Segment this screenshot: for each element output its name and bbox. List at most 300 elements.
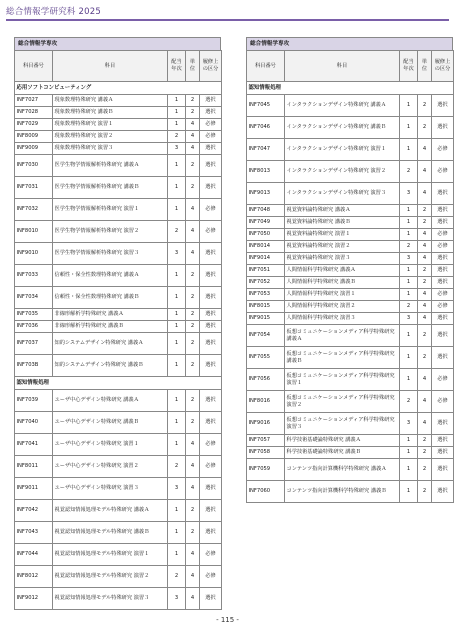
course-requirement: 選択 bbox=[200, 412, 222, 434]
course-code: INF9013 bbox=[247, 183, 285, 205]
course-requirement: 必修 bbox=[432, 139, 454, 161]
course-code: INF9009 bbox=[15, 143, 53, 155]
table-row bbox=[15, 333, 222, 355]
course-requirement: 必修 bbox=[200, 456, 222, 478]
col-header-credits: 単位 bbox=[418, 51, 432, 82]
course-requirement: 選択 bbox=[200, 588, 222, 610]
course-year: 1 bbox=[400, 217, 418, 229]
course-name: ユーザ中心デザイン特殊研究 講義Ａ bbox=[53, 390, 168, 412]
course-name: ユーザ中心デザイン特殊研究 演習１ bbox=[53, 434, 168, 456]
course-code: INF7057 bbox=[247, 435, 285, 447]
table-row bbox=[15, 434, 222, 456]
course-year: 1 bbox=[400, 347, 418, 369]
course-year: 1 bbox=[168, 287, 186, 309]
course-year: 1 bbox=[168, 355, 186, 377]
course-credits: 2 bbox=[186, 333, 200, 355]
course-credits: 4 bbox=[186, 544, 200, 566]
course-name: インタラクションデザイン特殊研究 講義Ａ bbox=[285, 95, 400, 117]
table-row bbox=[247, 347, 454, 369]
group-row bbox=[247, 82, 454, 95]
course-requirement: 選択 bbox=[432, 277, 454, 289]
course-name: 視覚認知情報処理モデル特殊研究 講義Ｂ bbox=[53, 522, 168, 544]
course-requirement: 必修 bbox=[200, 544, 222, 566]
course-requirement: 選択 bbox=[200, 155, 222, 177]
course-code: INF7045 bbox=[247, 95, 285, 117]
table-row bbox=[247, 183, 454, 205]
course-code: INF7044 bbox=[15, 544, 53, 566]
course-credits: 2 bbox=[418, 265, 432, 277]
table-row bbox=[247, 217, 454, 229]
table-row bbox=[247, 435, 454, 447]
course-code: INF7056 bbox=[247, 369, 285, 391]
course-name: 視覚認知情報処理モデル特殊研究 講義Ａ bbox=[53, 500, 168, 522]
course-year: 3 bbox=[400, 183, 418, 205]
col-header-requirement: 履修上の区分 bbox=[432, 51, 454, 82]
course-code: INF7058 bbox=[247, 447, 285, 459]
table-row bbox=[15, 143, 222, 155]
course-credits: 2 bbox=[186, 155, 200, 177]
course-year: 1 bbox=[168, 265, 186, 287]
table-row bbox=[15, 199, 222, 221]
table-row bbox=[247, 301, 454, 313]
course-name: 信頼性・保全性数理特殊研究 講義Ａ bbox=[53, 265, 168, 287]
course-table bbox=[246, 50, 454, 503]
course-credits: 2 bbox=[186, 265, 200, 287]
course-name: 現象数理特殊研究 演習３ bbox=[53, 143, 168, 155]
group-label: 応用ソフトコンピューティング bbox=[15, 82, 222, 95]
course-credits: 2 bbox=[418, 447, 432, 459]
course-year: 3 bbox=[168, 478, 186, 500]
table-row bbox=[15, 287, 222, 309]
course-requirement: 選択 bbox=[200, 522, 222, 544]
course-requirement: 必修 bbox=[200, 434, 222, 456]
course-code: INF9011 bbox=[15, 478, 53, 500]
course-year: 1 bbox=[168, 309, 186, 321]
course-year: 3 bbox=[400, 313, 418, 325]
course-table-body bbox=[15, 82, 222, 610]
course-year: 1 bbox=[168, 199, 186, 221]
course-credits: 4 bbox=[418, 413, 432, 435]
course-credits: 4 bbox=[418, 253, 432, 265]
course-code: INF8012 bbox=[15, 566, 53, 588]
course-credits: 4 bbox=[418, 313, 432, 325]
course-code: INF7040 bbox=[15, 412, 53, 434]
course-name: 知的システムデザイン特殊研究 講義Ｂ bbox=[53, 355, 168, 377]
course-requirement: 選択 bbox=[200, 95, 222, 107]
course-year: 1 bbox=[168, 544, 186, 566]
course-credits: 2 bbox=[418, 95, 432, 117]
table-row bbox=[15, 390, 222, 412]
course-year: 3 bbox=[168, 143, 186, 155]
course-requirement: 選択 bbox=[200, 107, 222, 119]
course-credits: 2 bbox=[186, 177, 200, 199]
course-code: INF7039 bbox=[15, 390, 53, 412]
course-requirement: 選択 bbox=[200, 309, 222, 321]
course-credits: 2 bbox=[186, 500, 200, 522]
table-row bbox=[247, 265, 454, 277]
course-credits: 4 bbox=[186, 199, 200, 221]
course-name: 視覚認知情報処理モデル特殊研究 演習１ bbox=[53, 544, 168, 566]
course-code: INF7047 bbox=[247, 139, 285, 161]
course-requirement: 選択 bbox=[432, 347, 454, 369]
course-name: 視覚資料論特殊研究 講義Ａ bbox=[285, 205, 400, 217]
course-code: INF9014 bbox=[247, 253, 285, 265]
course-code: INF9015 bbox=[247, 313, 285, 325]
course-name: 非線形解析学特殊研究 講義Ｂ bbox=[53, 321, 168, 333]
course-code: INF7028 bbox=[15, 107, 53, 119]
course-requirement: 必修 bbox=[432, 161, 454, 183]
course-year: 1 bbox=[400, 481, 418, 503]
course-credits: 4 bbox=[186, 131, 200, 143]
course-code: INF8009 bbox=[15, 131, 53, 143]
page-number: - 115 - bbox=[216, 616, 239, 624]
col-header-credits: 単位 bbox=[186, 51, 200, 82]
table-row bbox=[247, 369, 454, 391]
course-requirement: 選択 bbox=[200, 321, 222, 333]
course-code: INF7036 bbox=[15, 321, 53, 333]
course-credits: 2 bbox=[418, 347, 432, 369]
page-header-title: 総合情報学研究科 2025 bbox=[6, 7, 101, 17]
course-code: INF9016 bbox=[247, 413, 285, 435]
course-code: INF7049 bbox=[247, 217, 285, 229]
course-credits: 2 bbox=[418, 117, 432, 139]
course-name: 現象数理特殊研究 講義Ｂ bbox=[53, 107, 168, 119]
course-name: 人間情報科学特殊研究 講義Ｂ bbox=[285, 277, 400, 289]
course-requirement: 選択 bbox=[200, 355, 222, 377]
course-credits: 4 bbox=[418, 183, 432, 205]
course-requirement: 必修 bbox=[432, 369, 454, 391]
course-name: 仮想コミュニケーションメディア科学特殊研究 演習１ bbox=[285, 369, 400, 391]
course-requirement: 選択 bbox=[200, 243, 222, 265]
course-name: 視覚認知情報処理モデル特殊研究 演習２ bbox=[53, 566, 168, 588]
group-label: 認知情報処理 bbox=[15, 377, 222, 390]
course-name: 現象数理特殊研究 講義Ａ bbox=[53, 95, 168, 107]
course-name: ユーザ中心デザイン特殊研究 演習２ bbox=[53, 456, 168, 478]
course-name: 仮想コミュニケーションメディア科学特殊研究 講義Ｂ bbox=[285, 347, 400, 369]
course-name: ユーザ中心デザイン特殊研究 演習３ bbox=[53, 478, 168, 500]
course-code: INF7030 bbox=[15, 155, 53, 177]
course-credits: 2 bbox=[186, 309, 200, 321]
course-requirement: 必修 bbox=[432, 241, 454, 253]
course-credits: 2 bbox=[418, 277, 432, 289]
course-name: 視覚資料論特殊研究 演習３ bbox=[285, 253, 400, 265]
course-year: 1 bbox=[400, 265, 418, 277]
course-year: 2 bbox=[400, 391, 418, 413]
course-requirement: 選択 bbox=[432, 183, 454, 205]
course-code: INF8015 bbox=[247, 301, 285, 313]
course-code: INF7031 bbox=[15, 177, 53, 199]
course-name: 仮想コミュニケーションメディア科学特殊研究 演習３ bbox=[285, 413, 400, 435]
table-row bbox=[247, 459, 454, 481]
course-name: 視覚資料論特殊研究 演習１ bbox=[285, 229, 400, 241]
course-credits: 2 bbox=[186, 390, 200, 412]
course-name: 医学生物学情報解析特殊研究 講義Ａ bbox=[53, 155, 168, 177]
table-row bbox=[247, 139, 454, 161]
course-requirement: 必修 bbox=[200, 131, 222, 143]
course-requirement: 選択 bbox=[432, 325, 454, 347]
col-header-subject: 科目 bbox=[285, 51, 400, 82]
course-code: INF7055 bbox=[247, 347, 285, 369]
table-row bbox=[15, 588, 222, 610]
table-row bbox=[15, 544, 222, 566]
course-credits: 2 bbox=[418, 205, 432, 217]
course-year: 1 bbox=[400, 447, 418, 459]
table-row bbox=[247, 241, 454, 253]
table-row bbox=[15, 412, 222, 434]
course-year: 1 bbox=[168, 522, 186, 544]
course-name: 医学生物学情報解析特殊研究 演習２ bbox=[53, 221, 168, 243]
course-year: 1 bbox=[400, 289, 418, 301]
course-code: INF8014 bbox=[247, 241, 285, 253]
course-code: INF9012 bbox=[15, 588, 53, 610]
course-year: 1 bbox=[168, 155, 186, 177]
course-code: INF7051 bbox=[247, 265, 285, 277]
course-requirement: 選択 bbox=[432, 313, 454, 325]
course-requirement: 必修 bbox=[200, 199, 222, 221]
course-code: INF8013 bbox=[247, 161, 285, 183]
group-row bbox=[15, 82, 222, 95]
table-row bbox=[247, 447, 454, 459]
table-row bbox=[15, 155, 222, 177]
course-requirement: 必修 bbox=[432, 229, 454, 241]
course-name: 信頼性・保全性数理特殊研究 講義Ｂ bbox=[53, 287, 168, 309]
course-code: INF7042 bbox=[15, 500, 53, 522]
course-year: 1 bbox=[400, 205, 418, 217]
course-code: INF7037 bbox=[15, 333, 53, 355]
course-code: INF7060 bbox=[247, 481, 285, 503]
course-requirement: 選択 bbox=[432, 253, 454, 265]
course-year: 1 bbox=[168, 333, 186, 355]
course-name: ユーザ中心デザイン特殊研究 講義Ｂ bbox=[53, 412, 168, 434]
course-name: コンテンツ指向計算機科学特殊研究 講義Ｂ bbox=[285, 481, 400, 503]
course-credits: 4 bbox=[418, 369, 432, 391]
course-requirement: 選択 bbox=[432, 447, 454, 459]
course-name: インタラクションデザイン特殊研究 講義Ｂ bbox=[285, 117, 400, 139]
course-year: 2 bbox=[168, 221, 186, 243]
col-header-code: 科目番号 bbox=[247, 51, 285, 82]
course-requirement: 選択 bbox=[432, 265, 454, 277]
course-name: 医学生物学情報解析特殊研究 講義Ｂ bbox=[53, 177, 168, 199]
course-credits: 2 bbox=[186, 321, 200, 333]
course-requirement: 選択 bbox=[200, 143, 222, 155]
course-code: INF703B bbox=[15, 355, 53, 377]
table-row bbox=[247, 161, 454, 183]
course-requirement: 必修 bbox=[200, 119, 222, 131]
course-code: INF7041 bbox=[15, 434, 53, 456]
course-requirement: 選択 bbox=[200, 390, 222, 412]
col-header-year: 配当年次 bbox=[168, 51, 186, 82]
course-name: 視覚認知情報処理モデル特殊研究 演習３ bbox=[53, 588, 168, 610]
course-year: 2 bbox=[168, 131, 186, 143]
group-row bbox=[15, 377, 222, 390]
col-header-year: 配当年次 bbox=[400, 51, 418, 82]
course-credits: 4 bbox=[186, 566, 200, 588]
course-year: 3 bbox=[168, 243, 186, 265]
course-credits: 2 bbox=[418, 481, 432, 503]
course-year: 1 bbox=[400, 117, 418, 139]
course-year: 1 bbox=[168, 107, 186, 119]
course-year: 1 bbox=[400, 369, 418, 391]
course-name: インタラクションデザイン特殊研究 演習２ bbox=[285, 161, 400, 183]
course-year: 1 bbox=[168, 434, 186, 456]
course-code: INF7029 bbox=[15, 119, 53, 131]
course-requirement: 選択 bbox=[432, 205, 454, 217]
course-code: INF7053 bbox=[247, 289, 285, 301]
course-code: INF7043 bbox=[15, 522, 53, 544]
course-name: 現象数理特殊研究 演習１ bbox=[53, 119, 168, 131]
course-year: 1 bbox=[168, 95, 186, 107]
course-name: 科学技術基礎論特殊研究 講義Ａ bbox=[285, 435, 400, 447]
course-requirement: 選択 bbox=[432, 117, 454, 139]
course-code: INF7052 bbox=[247, 277, 285, 289]
course-credits: 2 bbox=[418, 217, 432, 229]
course-credits: 4 bbox=[186, 588, 200, 610]
course-credits: 4 bbox=[418, 161, 432, 183]
course-credits: 4 bbox=[186, 243, 200, 265]
course-requirement: 必修 bbox=[432, 391, 454, 413]
table-row bbox=[15, 321, 222, 333]
course-name: インタラクションデザイン特殊研究 演習３ bbox=[285, 183, 400, 205]
table-row bbox=[15, 456, 222, 478]
course-credits: 4 bbox=[418, 229, 432, 241]
course-credits: 4 bbox=[418, 289, 432, 301]
course-credits: 2 bbox=[186, 107, 200, 119]
course-year: 1 bbox=[400, 229, 418, 241]
course-year: 1 bbox=[400, 277, 418, 289]
table-row bbox=[15, 95, 222, 107]
table-row bbox=[15, 243, 222, 265]
course-credits: 4 bbox=[186, 434, 200, 456]
course-year: 1 bbox=[400, 435, 418, 447]
course-code: INF8016 bbox=[247, 391, 285, 413]
course-year: 2 bbox=[400, 161, 418, 183]
table-row bbox=[15, 566, 222, 588]
course-name: 人間情報科学特殊研究 演習３ bbox=[285, 313, 400, 325]
course-name: コンテンツ指向計算機科学特殊研究 講義Ａ bbox=[285, 459, 400, 481]
course-credits: 4 bbox=[418, 301, 432, 313]
course-requirement: 選択 bbox=[200, 333, 222, 355]
course-credits: 2 bbox=[186, 355, 200, 377]
course-code: INF7050 bbox=[247, 229, 285, 241]
left-column bbox=[14, 37, 221, 610]
course-year: 1 bbox=[400, 459, 418, 481]
course-code: INF7046 bbox=[247, 117, 285, 139]
table-row bbox=[247, 277, 454, 289]
course-name: 医学生物学情報解析特殊研究 演習３ bbox=[53, 243, 168, 265]
col-header-code: 科目番号 bbox=[15, 51, 53, 82]
course-requirement: 必修 bbox=[200, 221, 222, 243]
course-name: 仮想コミュニケーションメディア科学特殊研究 講義Ａ bbox=[285, 325, 400, 347]
right-column bbox=[246, 37, 453, 503]
course-credits: 2 bbox=[418, 435, 432, 447]
course-credits: 2 bbox=[418, 325, 432, 347]
course-credits: 4 bbox=[186, 221, 200, 243]
course-code: INF7059 bbox=[247, 459, 285, 481]
course-year: 3 bbox=[400, 253, 418, 265]
course-year: 3 bbox=[168, 588, 186, 610]
course-code: INF7054 bbox=[247, 325, 285, 347]
course-code: INF7048 bbox=[247, 205, 285, 217]
table-row bbox=[15, 355, 222, 377]
section-title: 総合情報学専攻 bbox=[14, 37, 221, 50]
course-code: INF7034 bbox=[15, 287, 53, 309]
course-table-body bbox=[247, 82, 454, 503]
table-row bbox=[247, 289, 454, 301]
header-rule bbox=[6, 19, 449, 21]
course-name: 人間情報科学特殊研究 演習２ bbox=[285, 301, 400, 313]
course-code: INF7032 bbox=[15, 199, 53, 221]
course-year: 1 bbox=[168, 177, 186, 199]
table-row bbox=[15, 177, 222, 199]
course-requirement: 選択 bbox=[200, 287, 222, 309]
course-requirement: 選択 bbox=[432, 459, 454, 481]
table-row bbox=[247, 205, 454, 217]
table-row bbox=[247, 325, 454, 347]
course-credits: 2 bbox=[186, 522, 200, 544]
course-name: 人間情報科学特殊研究 演習１ bbox=[285, 289, 400, 301]
table-row bbox=[15, 500, 222, 522]
course-requirement: 選択 bbox=[200, 478, 222, 500]
course-requirement: 選択 bbox=[200, 265, 222, 287]
section-title: 総合情報学専攻 bbox=[246, 37, 453, 50]
table-row bbox=[247, 95, 454, 117]
course-requirement: 選択 bbox=[432, 481, 454, 503]
course-year: 1 bbox=[400, 325, 418, 347]
table-row bbox=[15, 265, 222, 287]
course-requirement: 必修 bbox=[200, 566, 222, 588]
table-row bbox=[15, 107, 222, 119]
course-year: 2 bbox=[400, 301, 418, 313]
course-code: INF8010 bbox=[15, 221, 53, 243]
course-credits: 2 bbox=[186, 287, 200, 309]
table-row bbox=[15, 119, 222, 131]
course-year: 2 bbox=[168, 566, 186, 588]
course-year: 2 bbox=[400, 241, 418, 253]
course-code: INF7027 bbox=[15, 95, 53, 107]
table-row bbox=[247, 481, 454, 503]
course-requirement: 選択 bbox=[432, 217, 454, 229]
course-code: INF9010 bbox=[15, 243, 53, 265]
course-name: 人間情報科学特殊研究 講義Ａ bbox=[285, 265, 400, 277]
course-requirement: 必修 bbox=[432, 301, 454, 313]
col-header-subject: 科目 bbox=[53, 51, 168, 82]
course-name: インタラクションデザイン特殊研究 演習１ bbox=[285, 139, 400, 161]
group-label: 認知情報処理 bbox=[247, 82, 454, 95]
table-row bbox=[15, 221, 222, 243]
course-name: 医学生物学情報解析特殊研究 演習１ bbox=[53, 199, 168, 221]
course-name: 非線形解析学特殊研究 講義Ａ bbox=[53, 309, 168, 321]
course-year: 1 bbox=[400, 139, 418, 161]
table-row bbox=[15, 478, 222, 500]
course-name: 視覚資料論特殊研究 講義Ｂ bbox=[285, 217, 400, 229]
table-row bbox=[247, 229, 454, 241]
course-name: 科学技術基礎論特殊研究 講義Ｂ bbox=[285, 447, 400, 459]
table-row bbox=[247, 391, 454, 413]
course-credits: 4 bbox=[418, 241, 432, 253]
table-row bbox=[247, 313, 454, 325]
course-credits: 4 bbox=[186, 119, 200, 131]
course-credits: 2 bbox=[186, 95, 200, 107]
course-year: 1 bbox=[168, 119, 186, 131]
course-year: 1 bbox=[168, 412, 186, 434]
course-year: 1 bbox=[168, 390, 186, 412]
course-name: 仮想コミュニケーションメディア科学特殊研究 演習２ bbox=[285, 391, 400, 413]
course-year: 1 bbox=[400, 95, 418, 117]
course-credits: 4 bbox=[186, 143, 200, 155]
course-requirement: 選択 bbox=[432, 413, 454, 435]
course-year: 3 bbox=[400, 413, 418, 435]
course-name: 現象数理特殊研究 演習２ bbox=[53, 131, 168, 143]
